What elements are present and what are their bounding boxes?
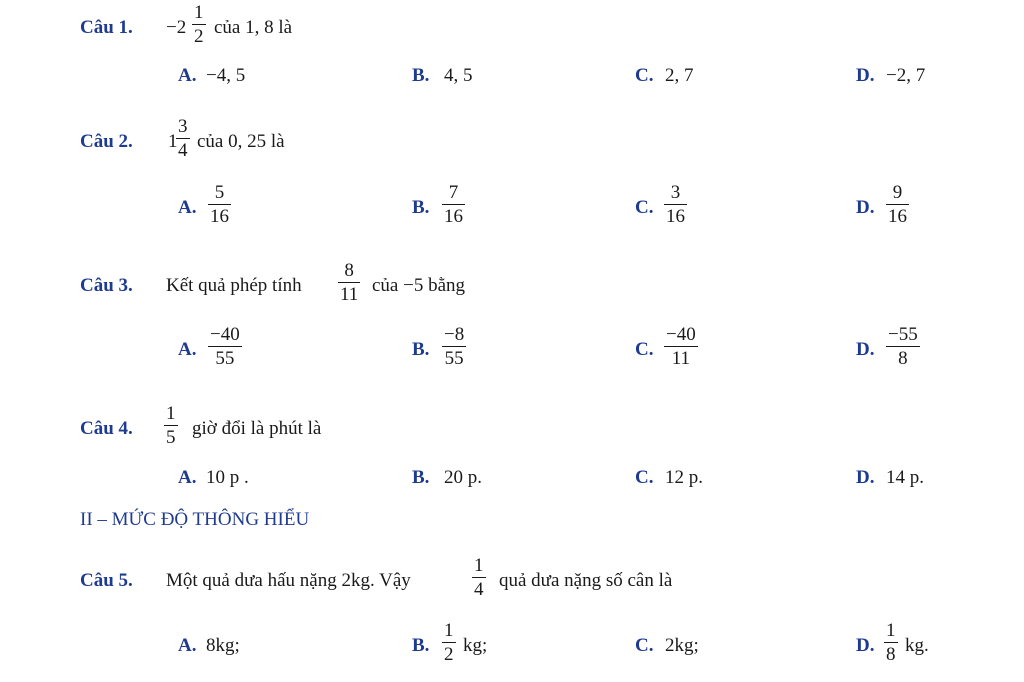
question-2-option-a-letter[interactable]: A. xyxy=(178,197,197,218)
question-1-option-a-value[interactable]: −4, 5 xyxy=(206,65,246,86)
question-3-option-a-letter[interactable]: A. xyxy=(178,339,197,360)
question-3-prefix: Kết quả phép tính xyxy=(166,275,302,296)
question-4-option-c-letter[interactable]: C. xyxy=(635,467,654,488)
fraction-denominator: 2 xyxy=(194,26,204,47)
question-3-label: Câu 3. xyxy=(80,275,133,296)
question-1-option-d-letter[interactable]: D. xyxy=(856,65,875,86)
question-2-option-d-letter[interactable]: D. xyxy=(856,197,875,218)
question-1-option-c-letter[interactable]: C. xyxy=(635,65,654,86)
fraction-denominator: 55 xyxy=(215,348,235,369)
question-1-option-c-value[interactable]: 2, 7 xyxy=(665,65,694,86)
fraction-bar xyxy=(664,204,687,205)
fraction-numerator: 8 xyxy=(344,260,354,281)
fraction-denominator: 2 xyxy=(444,644,454,665)
question-1-text: của 1, 8 là xyxy=(214,17,293,38)
question-5-option-b-fraction[interactable] xyxy=(442,621,456,664)
question-4-option-b-letter[interactable]: B. xyxy=(412,467,430,488)
question-1-option-b-value[interactable]: 4, 5 xyxy=(444,65,473,86)
fraction-denominator: 55 xyxy=(444,348,464,369)
question-2-option-d-fraction[interactable] xyxy=(886,183,909,226)
question-3-option-a-fraction[interactable] xyxy=(208,325,242,368)
question-5-option-b-unit[interactable]: kg; xyxy=(463,635,488,656)
fraction-denominator: 11 xyxy=(671,348,690,369)
section-heading: II – MỨC ĐỘ THÔNG HIỂU xyxy=(80,509,310,530)
fraction-bar xyxy=(442,204,465,205)
question-3-fraction xyxy=(338,261,360,304)
question-3-option-d-letter[interactable]: D. xyxy=(856,339,875,360)
fraction-bar xyxy=(208,346,242,347)
question-2-whole: 1 xyxy=(168,131,178,152)
fraction-denominator: 4 xyxy=(474,579,484,600)
fraction-numerator: 1 xyxy=(886,620,896,641)
fraction-bar xyxy=(442,642,456,643)
question-1-fraction xyxy=(192,3,206,46)
question-5-option-d-fraction[interactable] xyxy=(884,621,898,664)
question-2-option-a-fraction[interactable] xyxy=(208,183,231,226)
question-1-option-b-letter[interactable]: B. xyxy=(412,65,430,86)
fraction-bar xyxy=(886,204,909,205)
question-5-text: quả dưa nặng số cân là xyxy=(499,570,673,591)
fraction-numerator: 1 xyxy=(444,620,454,641)
question-5-option-d-unit[interactable]: kg. xyxy=(905,635,929,656)
question-1-option-a-letter[interactable]: A. xyxy=(178,65,197,86)
fraction-denominator: 4 xyxy=(178,140,188,161)
question-3-option-b-letter[interactable]: B. xyxy=(412,339,430,360)
fraction-denominator: 8 xyxy=(886,644,896,665)
fraction-numerator: 7 xyxy=(448,182,459,203)
question-5-fraction xyxy=(472,556,486,599)
question-3-option-b-fraction[interactable] xyxy=(442,325,466,368)
question-4-option-a-letter[interactable]: A. xyxy=(178,467,197,488)
fraction-numerator: 1 xyxy=(474,555,484,576)
question-2-option-c-letter[interactable]: C. xyxy=(635,197,654,218)
fraction-numerator: 3 xyxy=(670,182,681,203)
question-5-option-c-letter[interactable]: C. xyxy=(635,635,654,656)
fraction-numerator: −40 xyxy=(210,324,240,345)
question-4-option-b-value[interactable]: 20 p. xyxy=(444,467,482,488)
question-5-option-c-value[interactable]: 2kg; xyxy=(665,635,699,656)
fraction-numerator: 5 xyxy=(214,182,225,203)
fraction-bar xyxy=(164,425,178,426)
question-1-label: Câu 1. xyxy=(80,17,133,38)
question-4-option-d-value[interactable]: 14 p. xyxy=(886,467,924,488)
question-2-fraction xyxy=(176,117,190,160)
question-1-option-d-value[interactable]: −2, 7 xyxy=(886,65,926,86)
question-3-option-d-fraction[interactable] xyxy=(886,325,920,368)
fraction-denominator: 11 xyxy=(340,284,359,305)
fraction-bar xyxy=(176,138,190,139)
fraction-denominator: 16 xyxy=(210,206,229,227)
fraction-bar xyxy=(338,282,360,283)
question-4-option-c-value[interactable]: 12 p. xyxy=(665,467,703,488)
fraction-denominator: 16 xyxy=(666,206,685,227)
question-5-option-a-letter[interactable]: A. xyxy=(178,635,197,656)
question-5-option-b-letter[interactable]: B. xyxy=(412,635,430,656)
fraction-numerator: 1 xyxy=(166,403,176,424)
fraction-denominator: 8 xyxy=(898,348,908,369)
question-3-option-c-fraction[interactable] xyxy=(664,325,698,368)
question-4-text: giờ đổi là phút là xyxy=(192,418,322,439)
question-4-fraction xyxy=(164,404,178,447)
fraction-bar xyxy=(192,24,206,25)
fraction-numerator: 1 xyxy=(194,2,204,23)
question-3-text: của −5 bằng xyxy=(372,275,466,296)
fraction-numerator: 9 xyxy=(892,182,903,203)
question-2-option-c-fraction[interactable] xyxy=(664,183,687,226)
question-2-option-b-letter[interactable]: B. xyxy=(412,197,430,218)
fraction-numerator: 3 xyxy=(178,116,188,137)
fraction-bar xyxy=(884,642,898,643)
question-4-option-d-letter[interactable]: D. xyxy=(856,467,875,488)
fraction-bar xyxy=(208,204,231,205)
question-3-option-c-letter[interactable]: C. xyxy=(635,339,654,360)
question-5-option-a-value[interactable]: 8kg; xyxy=(206,635,240,656)
question-1-whole: −2 xyxy=(166,17,187,38)
question-5-label: Câu 5. xyxy=(80,570,133,591)
fraction-denominator: 5 xyxy=(166,427,176,448)
question-4-label: Câu 4. xyxy=(80,418,133,439)
question-5-prefix: Một quả dưa hấu nặng 2kg. Vậy xyxy=(166,570,411,591)
question-5-option-d-letter[interactable]: D. xyxy=(856,635,875,656)
fraction-bar xyxy=(472,577,486,578)
fraction-numerator: −55 xyxy=(888,324,918,345)
fraction-denominator: 16 xyxy=(444,206,463,227)
fraction-numerator: −8 xyxy=(444,324,465,345)
fraction-bar xyxy=(886,346,920,347)
fraction-denominator: 16 xyxy=(888,206,907,227)
question-2-text: của 0, 25 là xyxy=(197,131,285,152)
fraction-numerator: −40 xyxy=(666,324,696,345)
fraction-bar xyxy=(664,346,698,347)
question-2-option-b-fraction[interactable] xyxy=(442,183,465,226)
fraction-bar xyxy=(442,346,466,347)
question-2-label: Câu 2. xyxy=(80,131,133,152)
question-4-option-a-value[interactable]: 10 p . xyxy=(206,467,249,488)
